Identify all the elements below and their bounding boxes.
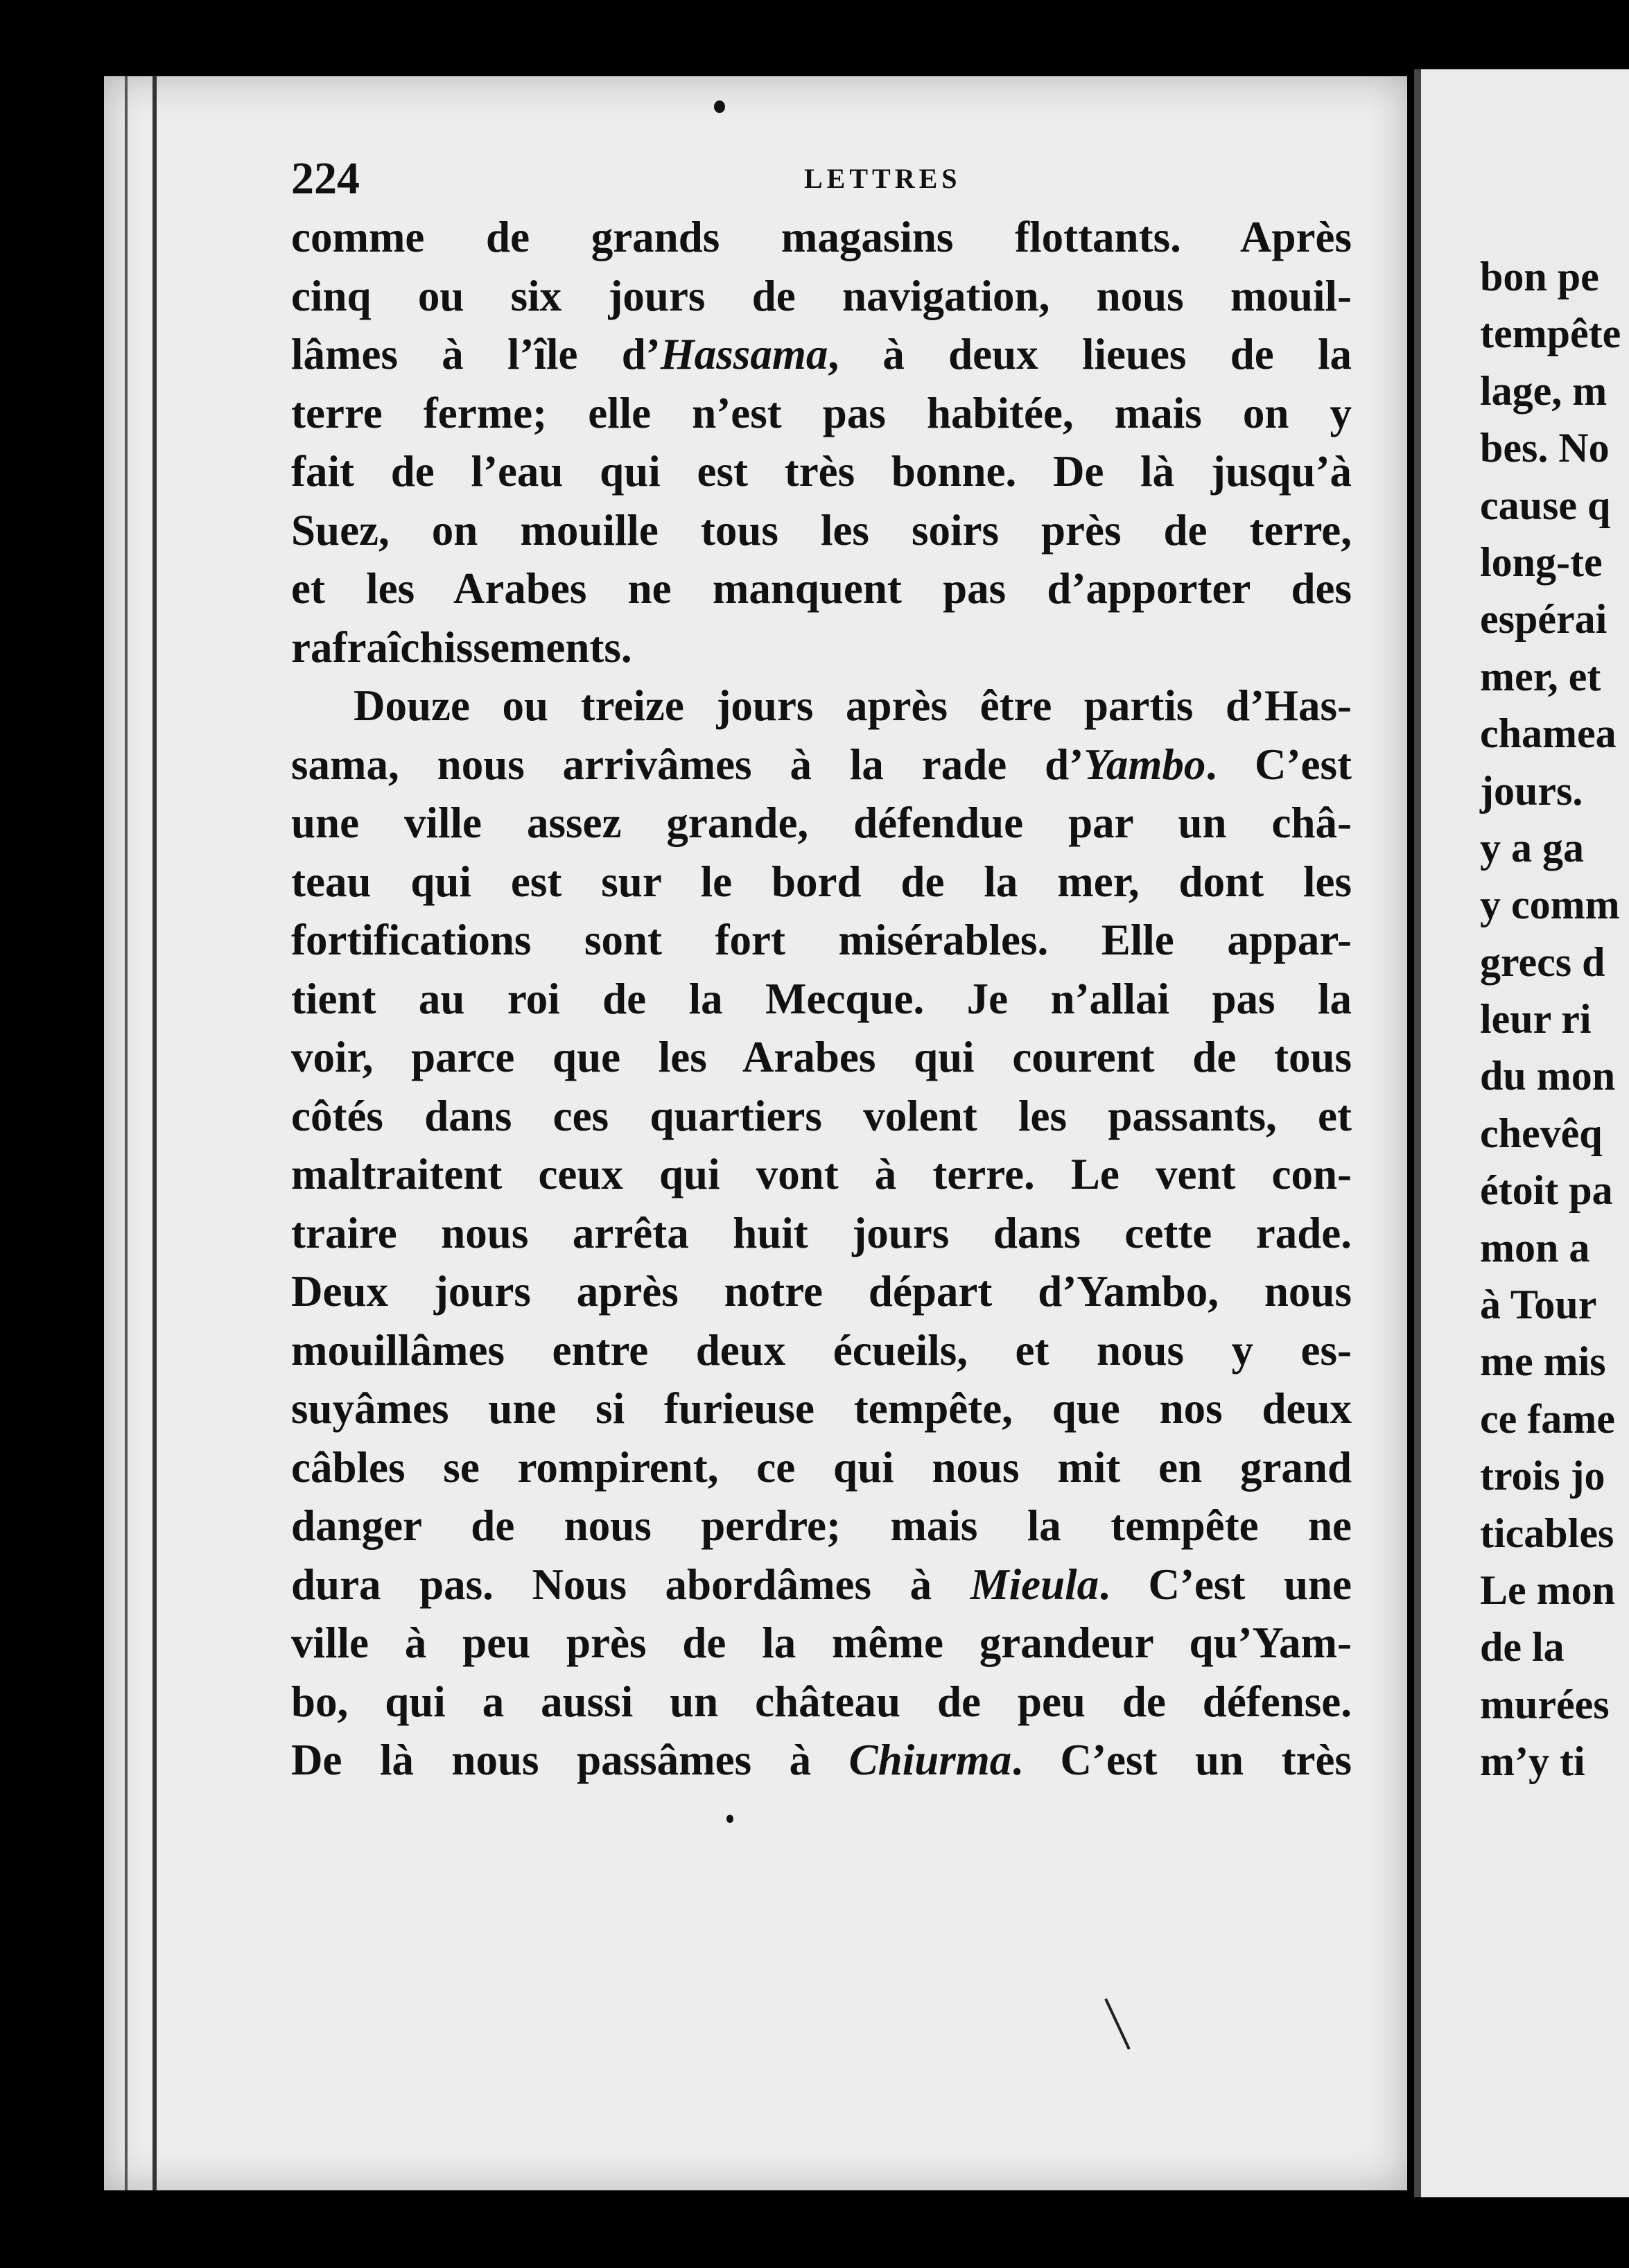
text-line bbox=[291, 1204, 1352, 1263]
text-segment: traire nous arrêta huit jours dans cette rade. bbox=[291, 1208, 1352, 1257]
text-segment: cinq ou six jours de navigation, nous mouil- bbox=[291, 271, 1352, 320]
text-line bbox=[291, 970, 1352, 1029]
italic-place-name: Yambo bbox=[1083, 740, 1206, 789]
text-segment: sama, nous arrivâmes à la rade d’ bbox=[291, 740, 1084, 789]
text-segment: . C’est une bbox=[1099, 1560, 1352, 1609]
text-segment: voir, parce que les Arabes qui courent de tous bbox=[291, 1033, 1352, 1081]
text-line bbox=[291, 1379, 1352, 1438]
text-segment: Deux jours après notre départ d’Yambo, nous bbox=[291, 1267, 1352, 1316]
right-text-line: trois jo bbox=[1480, 1453, 1605, 1499]
right-text-line: tempête bbox=[1480, 311, 1621, 357]
page-number: 224 bbox=[291, 153, 360, 204]
right-text-line: m’y ti bbox=[1480, 1738, 1585, 1785]
text-segment: . C’est un très bbox=[1011, 1736, 1352, 1784]
right-text-line: Le mon bbox=[1480, 1567, 1615, 1613]
text-line bbox=[291, 735, 1352, 794]
text-segment: fortifications sont fort misérables. Elle appar- bbox=[291, 916, 1352, 964]
text-line bbox=[291, 794, 1352, 853]
running-head: LETTRES bbox=[804, 163, 961, 194]
text-segment: câbles se rompirent, ce qui nous mit en grand bbox=[291, 1442, 1352, 1492]
right-page-text bbox=[1480, 248, 1621, 1790]
text-line bbox=[291, 1555, 1352, 1614]
right-text-line: de la bbox=[1480, 1624, 1565, 1671]
text-segment: lâmes à l’île d’ bbox=[291, 330, 661, 378]
text-segment: . C’est bbox=[1205, 740, 1352, 789]
page-header bbox=[291, 152, 1352, 215]
text-line bbox=[291, 501, 1352, 560]
text-segment: maltraitent ceux qui vont à terre. Le vent con- bbox=[291, 1150, 1352, 1198]
text-segment: et les Arabes ne manquent pas d’apporter des bbox=[291, 564, 1352, 613]
right-text-line: mon a bbox=[1480, 1224, 1590, 1271]
text-segment: suyâmes une si furieuse tempête, que nos deux bbox=[291, 1384, 1352, 1433]
right-text-line: bes. No bbox=[1480, 425, 1610, 471]
right-text-line: chevêq bbox=[1480, 1110, 1603, 1156]
text-line bbox=[291, 1028, 1352, 1087]
text-segment: rafraîchissements. bbox=[291, 622, 632, 672]
text-line bbox=[291, 442, 1352, 501]
text-segment: De là nous passâmes à bbox=[291, 1736, 849, 1784]
text-line bbox=[291, 1321, 1352, 1380]
text-line bbox=[291, 1731, 1352, 1790]
right-text-line: jours. bbox=[1480, 767, 1583, 814]
right-text-line: espérai bbox=[1480, 596, 1608, 643]
right-text-line: y a ga bbox=[1480, 824, 1584, 871]
right-text-line: ticables bbox=[1480, 1510, 1614, 1556]
right-page bbox=[1414, 69, 1629, 2197]
text-line bbox=[291, 1673, 1352, 1731]
body-text bbox=[291, 208, 1352, 1790]
text-segment: teau qui est sur le bord de la mer, dont les bbox=[291, 857, 1352, 906]
text-segment: comme de grands magasins flottants. Après bbox=[291, 213, 1352, 261]
text-line bbox=[291, 325, 1352, 384]
right-text-line: du mon bbox=[1480, 1053, 1616, 1099]
text-line bbox=[291, 208, 1352, 267]
ink-dot-bottom bbox=[726, 1815, 733, 1823]
text-segment: Douze ou treize jours après être partis d’Has- bbox=[354, 681, 1352, 730]
text-segment: mouillâmes entre deux écueils, et nous y es- bbox=[291, 1325, 1352, 1375]
text-segment: danger de nous perdre; mais la tempête ne bbox=[291, 1501, 1352, 1550]
right-text-line: cause q bbox=[1480, 482, 1611, 528]
right-text-line: ce fame bbox=[1480, 1395, 1615, 1442]
text-segment: Suez, on mouille tous les soirs près de terre, bbox=[291, 505, 1352, 555]
text-segment: ville à peu près de la même grandeur qu’Yam- bbox=[291, 1619, 1352, 1667]
text-line bbox=[291, 677, 1352, 735]
right-text-line: étoit pa bbox=[1480, 1167, 1613, 1214]
right-text-line: y comm bbox=[1480, 882, 1620, 928]
text-line bbox=[291, 1145, 1352, 1204]
right-text-line: murées bbox=[1480, 1681, 1610, 1727]
text-line bbox=[291, 618, 1352, 677]
right-text-line: grecs d bbox=[1480, 939, 1605, 985]
right-text-line: bon pe bbox=[1480, 254, 1599, 299]
right-text-line: mer, et bbox=[1480, 653, 1601, 699]
text-line bbox=[291, 267, 1352, 326]
text-line bbox=[291, 559, 1352, 618]
text-segment: dura pas. Nous abordâmes à bbox=[291, 1560, 970, 1609]
text-line bbox=[291, 1497, 1352, 1555]
text-line bbox=[291, 1262, 1352, 1321]
text-line bbox=[291, 853, 1352, 911]
italic-place-name: Chiurma bbox=[848, 1736, 1012, 1784]
right-text-line: long-te bbox=[1480, 539, 1603, 585]
text-segment: fait de l’eau qui est très bonne. De là jusqu’à bbox=[291, 447, 1352, 496]
right-text-line: leur ri bbox=[1480, 996, 1592, 1043]
text-segment: bo, qui a aussi un château de peu de défense. bbox=[291, 1677, 1352, 1726]
text-segment: terre ferme; elle n’est pas habitée, mais on y bbox=[291, 388, 1352, 437]
text-line bbox=[291, 1614, 1352, 1673]
ink-dot-top bbox=[714, 101, 725, 113]
italic-place-name: Hassama bbox=[660, 330, 828, 378]
right-text-line: lage, m bbox=[1480, 367, 1608, 414]
right-text-line: chamea bbox=[1480, 710, 1617, 757]
right-text-line: me mis bbox=[1480, 1338, 1606, 1385]
right-text-line: à Tour bbox=[1480, 1282, 1597, 1328]
text-line bbox=[291, 1087, 1352, 1146]
text-line bbox=[291, 1438, 1352, 1497]
text-segment: tient au roi de la Mecque. Je n’allai pas la bbox=[291, 974, 1352, 1023]
text-line bbox=[291, 911, 1352, 970]
text-segment: une ville assez grande, défendue par un châ- bbox=[291, 799, 1352, 847]
italic-place-name: Mieula bbox=[970, 1560, 1099, 1609]
text-segment: , à deux lieues de la bbox=[828, 330, 1352, 378]
text-line bbox=[291, 384, 1352, 443]
text-segment: côtés dans ces quartiers volent les passants, et bbox=[291, 1091, 1352, 1140]
